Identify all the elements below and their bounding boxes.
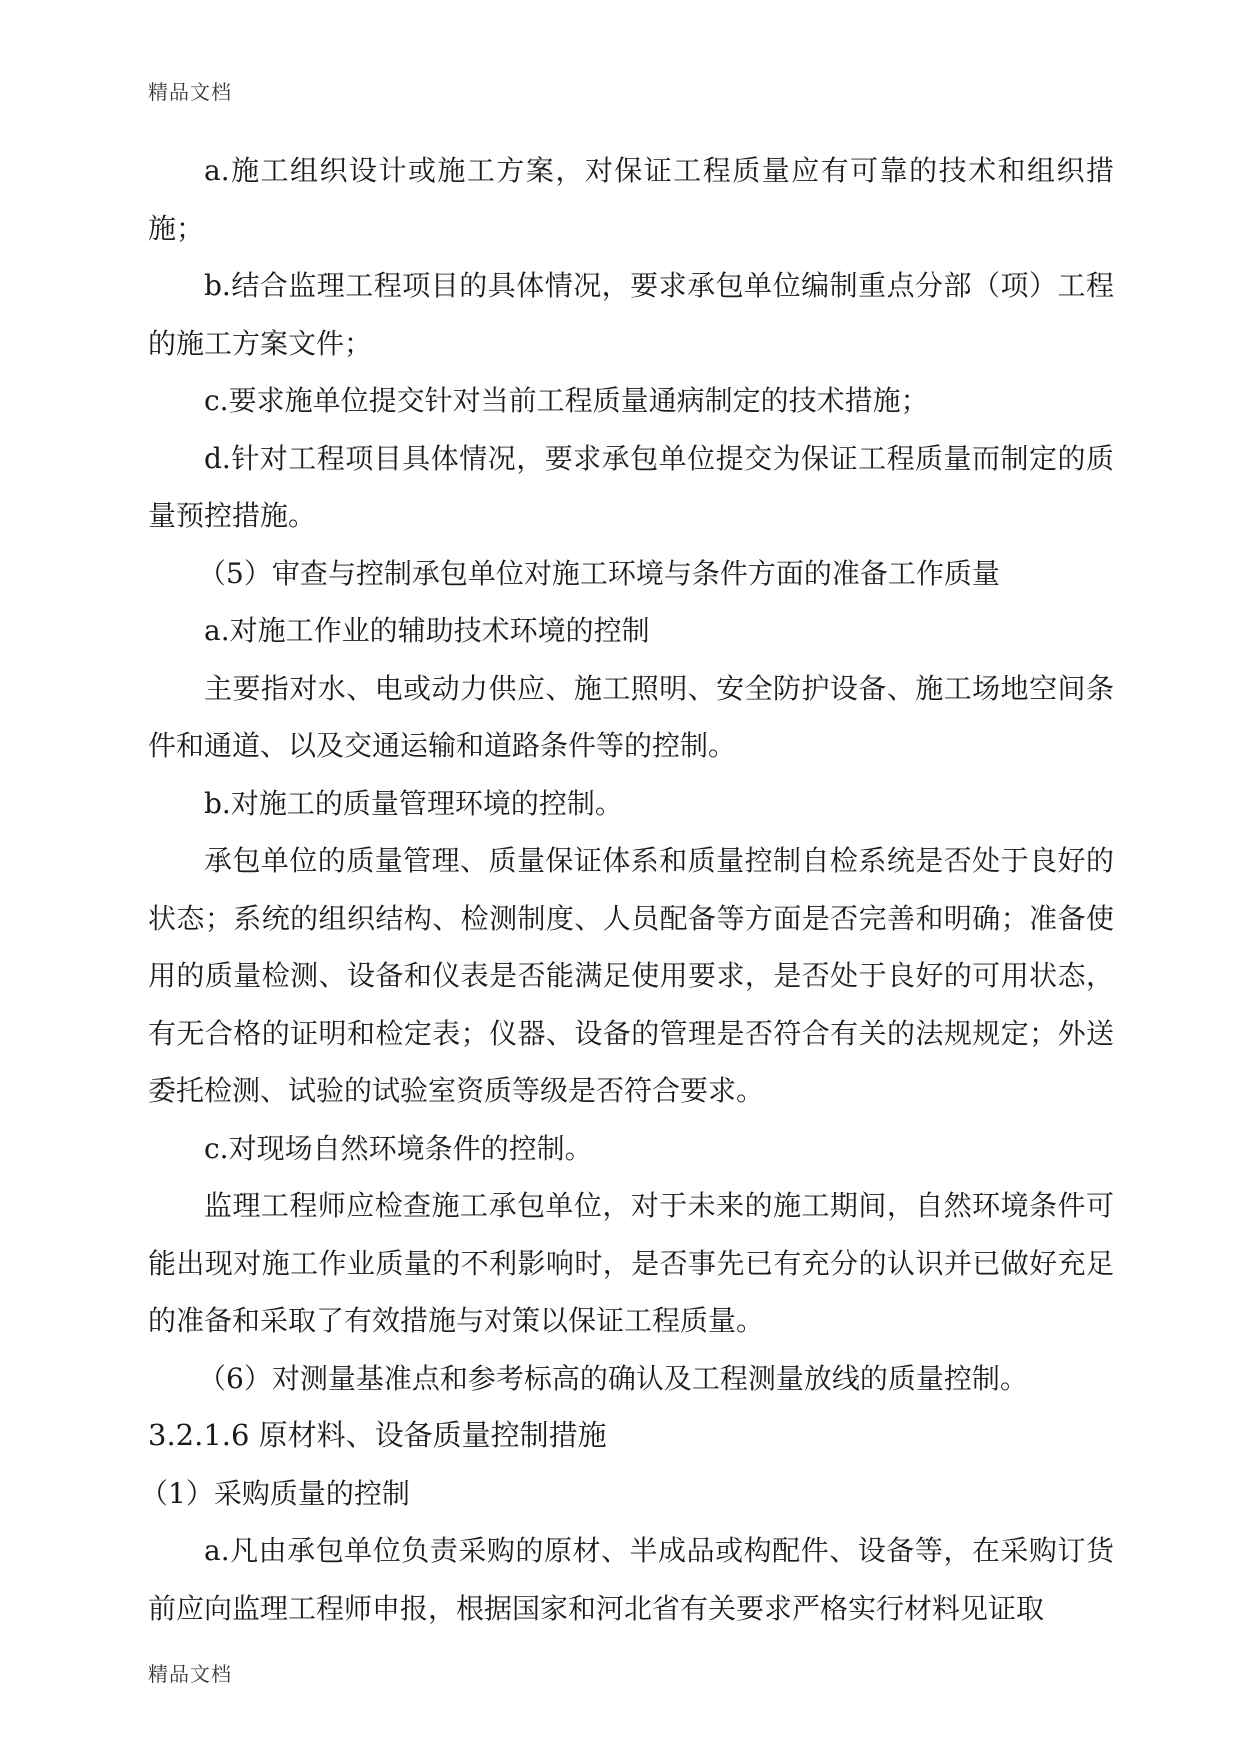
paragraph-a-construction-plan: a.施工组织设计或施工方案，对保证工程质量应有可靠的技术和组织措施； xyxy=(148,154,1114,245)
paragraph-b-key-works-plan: b.结合监理工程项目的具体情况，要求承包单位编制重点分部（项）工程的施工方案文件； xyxy=(148,269,1114,360)
section-heading: 3.2.1.6 原材料、设备质量控制措施 xyxy=(148,1418,607,1452)
header-watermark: 精品文档 xyxy=(148,80,232,104)
paragraph-b-management-environment: b.对施工的质量管理环境的控制。 xyxy=(204,786,623,820)
footer-watermark: 精品文档 xyxy=(148,1662,232,1686)
list-item-5: （5）审查与控制承包单位对施工环境与条件方面的准备工作质量 xyxy=(198,556,1000,590)
paragraph-contractor-quality-system: 承包单位的质量管理、质量保证体系和质量控制自检系统是否处于良好的状态；系统的组织结构、检测制度、人员配备等方面是否完善和明确；准备使用的质量检测、设备和仪表是否能满足使用要求，是否处于良好的可用状态，有无合格的证明和检定表；仪器、设备的管理是否符合有关的法规规定；外送委托检测、试验的试验室资质等级是否符合要求。 xyxy=(148,844,1114,1107)
paragraph-engineer-inspection: 监理工程师应检查施工承包单位，对于未来的施工期间，自然环境条件可能出现对施工作业质量的不利影响时，是否事先已有充分的认识并已做好充足的准备和采取了有效措施与对策以保证工程质量。 xyxy=(148,1189,1114,1337)
paragraph-main-scope: 主要指对水、电或动力供应、施工照明、安全防护设备、施工场地空间条件和通道、以及交通运输和道路条件等的控制。 xyxy=(148,671,1114,762)
document-body xyxy=(140,142,1114,1637)
paragraph-a-auxiliary-environment: a.对施工作业的辅助技术环境的控制 xyxy=(204,614,650,647)
paragraph-c-technical-measures: c.要求施单位提交针对当前工程质量通病制定的技术措施； xyxy=(204,384,929,417)
list-item-6: （6）对测量基准点和参考标高的确认及工程测量放线的质量控制。 xyxy=(198,1361,1028,1395)
list-item-1: （1）采购质量的控制 xyxy=(140,1476,410,1510)
paragraph-c-natural-environment: c.对现场自然环境条件的控制。 xyxy=(204,1131,593,1165)
paragraph-a-procurement: a.凡由承包单位负责采购的原材、半成品或构配件、设备等，在采购订货前应向监理工程师申报，根据国家和河北省有关要求严格实行材料见证取 xyxy=(148,1534,1114,1625)
paragraph-d-quality-precontrol: d.针对工程项目具体情况，要求承包单位提交为保证工程质量而制定的质量预控措施。 xyxy=(148,441,1114,532)
